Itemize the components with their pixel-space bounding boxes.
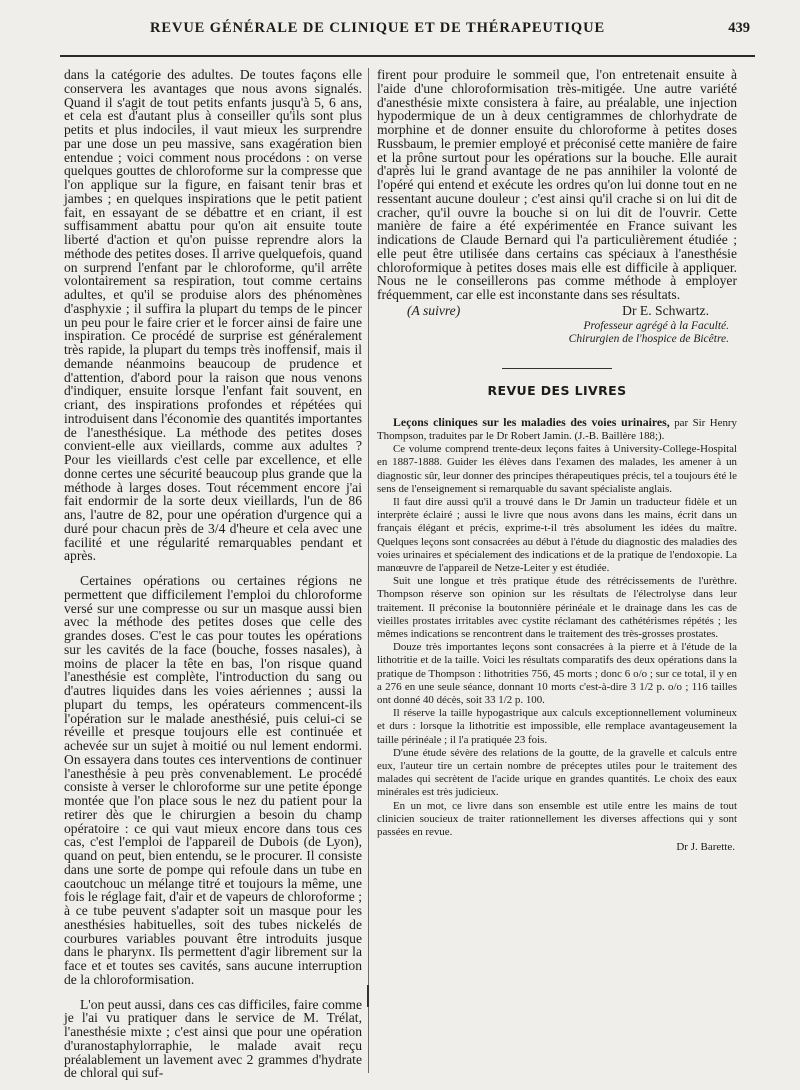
book-title: Leçons cliniques sur les maladies des voies urinaires, xyxy=(393,414,670,429)
paragraph: dans la catégorie des adultes. De toutes façons elle conservera les avantages que nous avons signalés. Quand il s'agit de tout petits enfants jusqu'à 5, 6 ans, et cela est d'autant plus à conseiller qu'ils sont plus petits et plus indociles, il vaut mieux les surprendre par une dose un peu massive, sans exagération bien entendue ; voici comment nous procédons : on verse quelques gouttes de chloroforme sur la compresse que l'on applique sur la figure, en faisant tenir bras et jambes ; en quelques inspirations que le petit patient fait, en essayant de se débattre et en criant, il est suffisamment abattu pour qu'on ait ensuite toute liberté d'action et qu'on puisse reprendre alors la méthode des petites doses. Il arrive quelquefois, quand on surprend l'enfant par le chloroforme, qu'il arrête volontairement sa respiration, tout comme certains adultes, et qu'il se produise alors des phénomènes d'asphyxie ; il suffira la plupart du temps de le pincer un peu pour le faire crier et le forcer ainsi de faire une inspiration. Ce procédé de surprise est généralement très rapide, la plupart du temps très inoffensif, mais il demande néanmoins beaucoup de prudence et d'attention, d'abord pour la raison que nous venons d'indiquer, ensuite lorsque l'enfant fait souvent, en criant, des inspirations profondes et répétées qui introduisent dans l'économie des quantités importantes de l'anesthésique. La méthode des petites doses convient-elle aux vieillards, comme aux adultes ? Pour les vieillards c'est celle par excellence, et elle donne certes une sécurité beaucoup plus grande que la méthode à larges doses. Tout récemment encore j'ai fait endormir de la sorte deux vieillards, l'un de 86 ans, l'autre de 82, pour une opération d'urgence qui a duré pour chacun près de 3/4 d'heure et cela avec une facilité et une régularité remarquables pendant et après. xyxy=(64,67,362,564)
review-paragraph: D'une étude sévère des relations de la goutte, de la gravelle et calculs entre eux, l'auteur tire un certain nombre de préceptes utiles pour le traitement des malades qui secrètent de l'acide urique en grandes quantités. Le choix des eaux minérales est très judicieux. xyxy=(377,746,737,799)
section-title: REVUE DES LIVRES xyxy=(487,382,627,398)
to-be-continued: (A suivre) xyxy=(407,302,461,318)
review-paragraph: Douze très importantes leçons sont consacrées à la pierre et à l'étude de la lithotritie et de la taille. Voici les résultats comparatifs des deux opérations dans la pratique de Thompson : lithotrities 756, 45 morts ; donc 6 o/o ; sur ce total, il y en a 276 en une seule séance, donnant 10 morts c'est-à-dire 3 1/2 p. o/o ; 116 tailles ont donné 40 décès, soit 33 1/2 p. 100. xyxy=(377,641,737,707)
running-header xyxy=(60,18,750,42)
review-paragraph: Il faut dire aussi qu'il a trouvé dans le Dr Jamin un traducteur fidèle et un interprète éclairé ; aussi le livre que nous avons dans les mains, écrit dans un français élégant et précis, exprime-t-il très absolument les idées du maître. Quelques leçons sont consacrées au début à l'étude du diagnostic des maladies des voies urinaires et spécialement des indications et de la pratique de l'endoxopie. La manœuvre de l'appareil de Netze-Leiter y est étudiée. xyxy=(377,495,737,574)
book-reference xyxy=(377,416,737,443)
journal-title: REVUE GÉNÉRALE DE CLINIQUE ET DE THÉRAPEUTIQUE xyxy=(150,20,606,36)
page-number: 439 xyxy=(728,20,750,36)
header-rule xyxy=(60,55,755,57)
right-column xyxy=(377,68,737,854)
paragraph: Certaines opérations ou certaines régions ne permettent que difficilement l'emploi du chloroforme versé sur une compresse ou sur un masque aussi bien avec la méthode des petites doses que celle des grandes doses. C'est le cas pour toutes les opérations sur les cavités de la face (bouche, fosses nasales), à moins de placer la tête en bas, l'on risque quand l'anesthésie est complète, l'introduction du sang ou d'autres liquides dans les voies aériennes ; aussi la plupart du temps, les opérateurs commencent-ils l'opération sur le malade anesthésié, puis celui-ci se réveille et presque toujours elle est continuée et achevée sur un sujet à moitié ou nul lement endormi. On essayera dans toutes ces interventions de continuer l'anesthésie à peu près convenablement. Le procédé consiste à verser le chloroforme sur une petite éponge montée que l'on place sous le nez du patient pour la retirer dès que le chirurgien a besoin du champ opératoire : ce qui vaut mieux encore dans tous ces cas, c'est l'emploi de l'appareil de Dubois (de Lyon), quand on peut, bien entendu, se le procurer. Il consiste dans une sorte de pompe qui refoule dans un tube en caoutchouc un mélange titré et toujours la même, une fois le réglage fait, d'air et de vapeurs de chloroforme ; à ce tube peuvent s'adapter soit un masque pour les anesthésies habituelles, soit des tubes nickelés de courbures variables pouvant être introduits jusque dans le pharynx. Ils permettent d'agir librement sur la face et et toutes ses cavités, sans aucune interruption de la chloroformisation. xyxy=(64,573,362,987)
author-title: Chirurgien de l'hospice de Bicêtre. xyxy=(568,332,729,345)
paragraph: firent pour produire le sommeil que, l'on entretenait ensuite à l'aide d'une chloroformisation très-mitigée. Une autre variété d'anesthésie mixte consistera à faire, au préalable, une injection hypodermique de un à deux centigrammes de chlorhydrate de morphine et de donner ensuite du chloroforme à petites doses Russbaum, le premier employé et préconisé cette manière de faire et la prône surtout pour les opérations sur la bouche. Elle aurait d'après lui le grand avantage de ne pas annihiler la volonté de l'opéré qui entend et exécute les ordres qu'on lui donne tout en ne ressentant aucune douleur ; c'est ainsi qu'il crache si on lui dit de cracher, qu'il ouvre la bouche si on lui dit de l'ouvrir. Cette manière de faire a été expérimentée en France suivant les indications de Claude Bernard qui l'a particulièrement étudiée ; elle peut être utilisée dans certains cas spéciaux à l'anesthésie chloroformique à petites doses mais elle est difficile à appliquer. Nous ne le conseillerons pas comme méthode à employer fréquemment, car elle est inconstante dans ses résultats. xyxy=(377,67,737,302)
section-rule xyxy=(502,368,612,369)
article-signature xyxy=(377,304,737,320)
review-paragraph: Ce volume comprend trente-deux leçons faites à University-College-Hospital en 1887-1888. Guider les élèves dans l'examen des malades, les amener à un diagnostic sûr, leur donner des principes thérapeutiques précis, tel a toujours été le sens de l'enseignement si remarquable du savant spécialiste anglais. xyxy=(377,443,737,495)
column-divider xyxy=(368,68,369,1073)
author-title: Professeur agrégé à la Faculté. xyxy=(583,319,729,332)
column-divider-mark xyxy=(367,985,369,1007)
reviewer-signature: Dr J. Barette. xyxy=(676,841,735,854)
book-details: par Sir Henry Thompson, traduites par le Dr Robert Jamin. (J.-B. Baillère 188;). xyxy=(377,416,738,442)
review-paragraph: Suit une longue et très pratique étude des rétrécissements de l'urèthre. Thompson réserve son opinion sur les résultats de l'électrolyse dans leur traitement. Il préconise la boutonnière périnéale et le drainage dans les cas de vieilles prostates irritables avec cystite réclamant des cathétérismes répétés ; les mêmes indications se rencontrent dans le traitement des très-grosses prostates. xyxy=(377,575,737,640)
article-author: Dr E. Schwartz. xyxy=(622,302,709,318)
review-paragraph: Il réserve la taille hypogastrique aux calculs exceptionnellement volumineux et durs : lorsque la lithotritie est impossible, elle remplace avantageusement la taille périnéale ; il l'a pratiquée 23 fois. xyxy=(377,707,737,746)
review-paragraph: En un mot, ce livre dans son ensemble est utile entre les mains de tout clinicien soucieux de traiter rationnellement les diverses affections qui y sont passées en revue. xyxy=(377,799,737,839)
paragraph: L'on peut aussi, dans ces cas difficiles, faire comme je l'ai vu pratiquer dans le service de M. Trélat, l'anesthésie mixte ; c'est ainsi que pour une opération d'uranostaphylorraphie, le malade avait reçu préalablement un lavement avec 2 grammes d'hydrate de chloral qui suf- xyxy=(64,996,362,1081)
book-review xyxy=(377,416,737,855)
left-column xyxy=(64,68,362,1080)
